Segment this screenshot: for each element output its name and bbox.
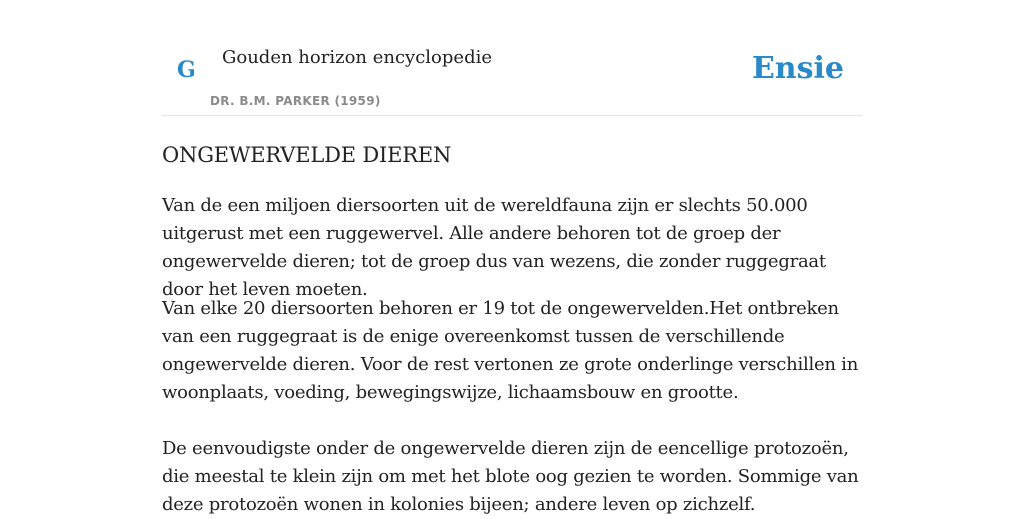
article-paragraph: De eenvoudigste onder de ongewervelde dieren zijn de eencellige protozoën, die meestal te klein zijn om met het blote oog gezien te worden. Sommige van deze protozoën wonen in kolonies bijeen; andere leven op zichzelf. xyxy=(162,438,859,515)
book-logo-icon: G xyxy=(177,57,196,83)
article-title: ONGEWERVELDE DIEREN xyxy=(162,143,452,167)
ensie-logo-link[interactable]: Ensie xyxy=(751,51,844,86)
article xyxy=(162,140,862,515)
article-paragraph: Van elke 20 diersoorten behoren er 19 tot de ongewervelden.Het ontbreken van een ruggegraat is de enige overeenkomst tussen de verschillende ongewervelde dieren. Voor de rest vertonen ze grote onderlinge verschillen in woonplaats, voeding, bewegingswijze, lichaamsbouw en grootte. xyxy=(162,298,859,403)
article-paragraph: Van de een miljoen diersoorten uit de wereldfauna zijn er slechts 50.000 uitgerust met een ruggewervel. Alle andere behoren tot de groep der ongewervelde dieren; tot de groep dus van wezens, die zonder ruggegraat door het leven moeten. xyxy=(162,195,826,300)
source-header xyxy=(162,0,862,116)
book-title-link[interactable]: Gouden horizon encyclopedie xyxy=(222,47,492,68)
book-author: DR. B.M. PARKER (1959) xyxy=(210,94,381,108)
